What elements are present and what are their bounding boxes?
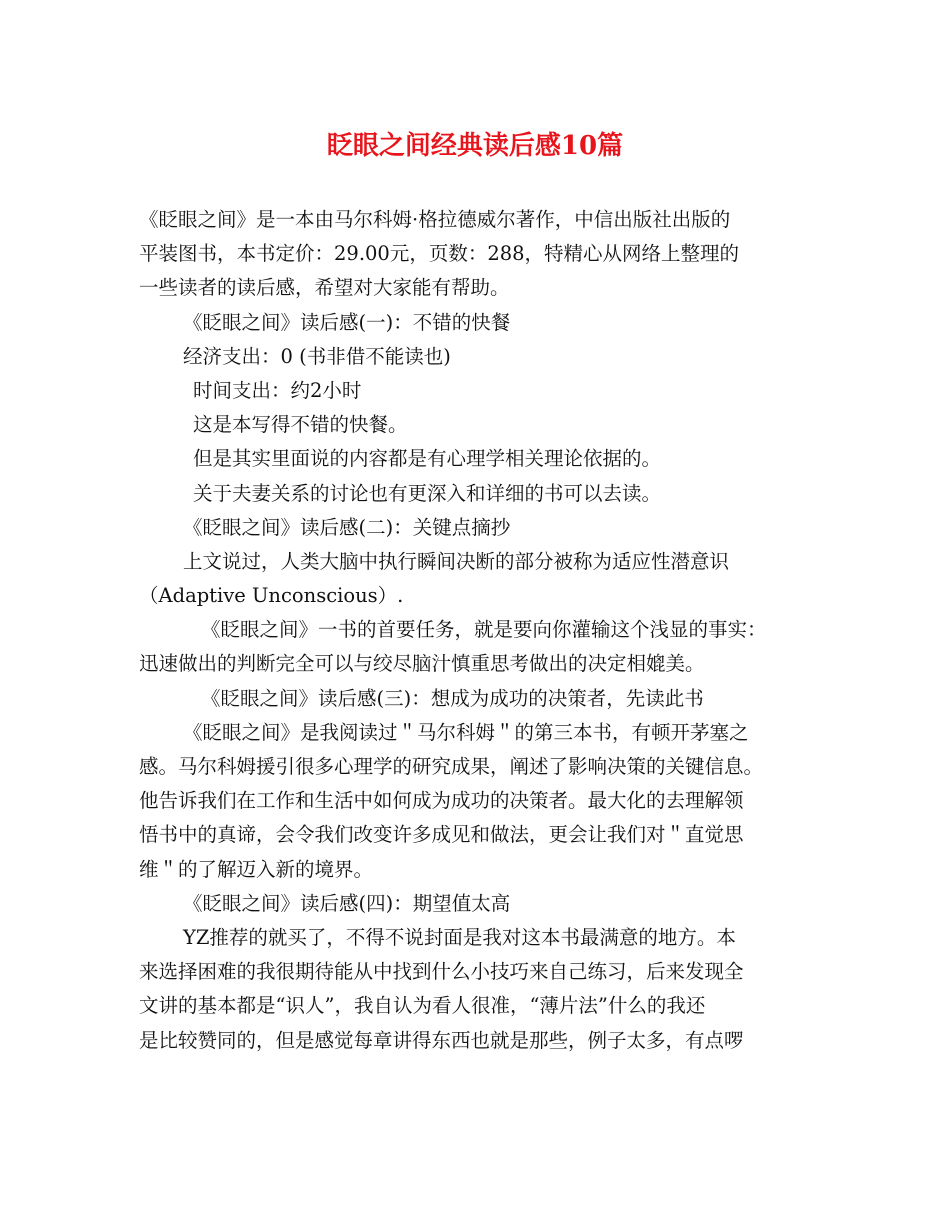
paragraph-line: 来选择困难的我很期待能从中找到什么小技巧来自己练习，后来发现全 [139, 960, 744, 984]
paragraph-line: 悟书中的真谛，会令我们改变许多成见和做法，更会让我们对＂直觉思 [139, 823, 744, 847]
paragraph-line: 经济支出：0 (书非借不能读也) [183, 344, 451, 368]
paragraph-line: 《眨眼之间》是一本由马尔科姆·格拉德威尔著作，中信出版社出版的 [139, 208, 731, 231]
document-body [139, 203, 829, 1058]
paragraph-line: 《眨眼之间》一书的首要任务，就是要向你灌输这个浅显的事实： [201, 618, 767, 642]
paragraph-line: 但是其实里面说的内容都是有心理学相关理论依据的。 [193, 447, 662, 471]
paragraph-line: （Adaptive Unconscious）. [139, 584, 404, 608]
paragraph-line: 时间支出：约2小时 [193, 378, 362, 402]
section-heading-3: 《眨眼之间》读后感(三)：想成为成功的决策者，先读此书 [201, 686, 704, 710]
paragraph-line: 《眨眼之间》是我阅读过＂马尔科姆＂的第三本书，有顿开茅塞之 [183, 720, 749, 744]
section-heading-4: 《眨眼之间》读后感(四)：期望值太高 [183, 891, 511, 915]
paragraph-line: 这是本写得不错的快餐。 [193, 413, 408, 437]
paragraph-line: YZ推荐的就买了，不得不说封面是我对这本书最满意的地方。本 [183, 925, 736, 949]
document-title: 眨眼之间经典读后感10篇 [326, 131, 624, 161]
section-heading-1: 《眨眼之间》读后感(一)：不错的快餐 [183, 310, 511, 334]
paragraph-line: 一些读者的读后感，希望对大家能有帮助。 [139, 276, 510, 300]
paragraph-line: 他告诉我们在工作和生活中如何成为成功的决策者。最大化的去理解领 [139, 789, 744, 813]
paragraph-line: 文讲的基本都是“识人”，我自认为看人很准，“薄片法”什么的我还 [139, 994, 706, 1018]
paragraph-line: 是比较赞同的，但是感觉每章讲得东西也就是那些，例子太多，有点啰 [139, 1028, 744, 1052]
paragraph-line: 上文说过，人类大脑中执行瞬间决断的部分被称为适应性潜意识 [183, 549, 730, 573]
paragraph-line: 平装图书，本书定价：29.00元，页数：288，特精心从网络上整理的 [139, 242, 740, 266]
paragraph-line: 关于夫妻关系的讨论也有更深入和详细的书可以去读。 [193, 481, 662, 505]
paragraph-line: 维＂的了解迈入新的境界。 [139, 857, 374, 881]
paragraph-line: 感。马尔科姆援引很多心理学的研究成果，阐述了影响决策的关键信息。 [139, 755, 764, 778]
paragraph-line: 迅速做出的判断完全可以与绞尽脑汁慎重思考做出的决定相媲美。 [139, 652, 705, 676]
section-heading-2: 《眨眼之间》读后感(二)：关键点摘抄 [183, 515, 511, 539]
